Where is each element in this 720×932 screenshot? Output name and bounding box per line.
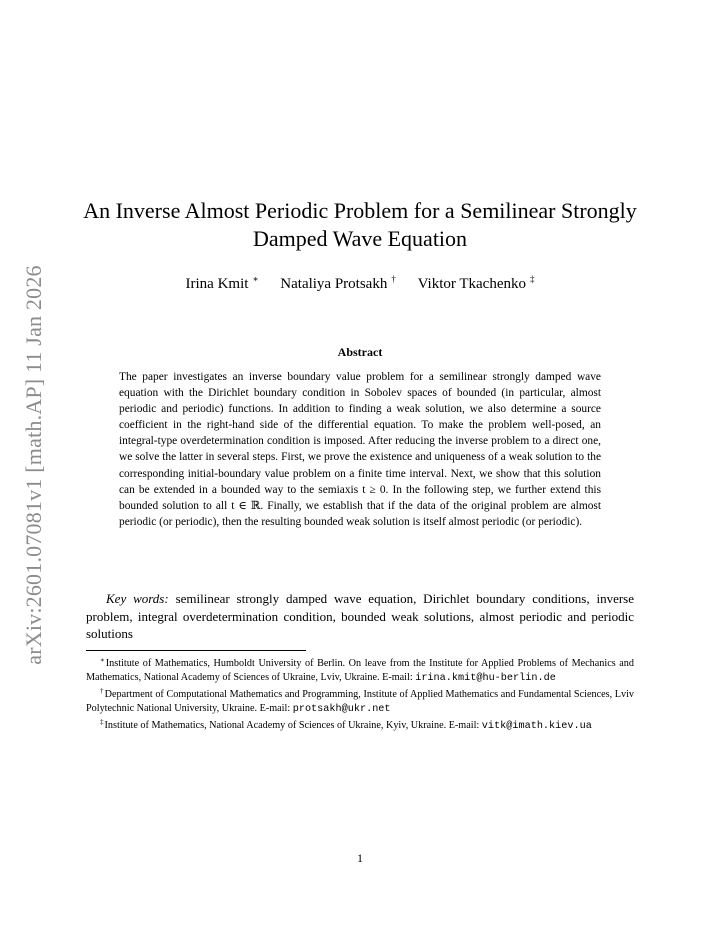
footnote-text: Institute of Mathematics, National Academy of Sciences of Ukraine, Kyiv, Ukraine. E-mail: bbox=[104, 720, 480, 732]
footnotes bbox=[86, 654, 634, 734]
author-name: Irina Kmit bbox=[185, 276, 249, 292]
footnote-mark: ‡ bbox=[100, 718, 104, 727]
footnote-3 bbox=[86, 716, 634, 734]
footnote-email[interactable]: irina.kmit@hu-berlin.de bbox=[415, 672, 556, 684]
author-name: Viktor Tkachenko bbox=[417, 276, 526, 292]
paper-title: An Inverse Almost Periodic Problem for a Semilinear Strongly Damped Wave Equation bbox=[83, 198, 637, 251]
footnote-email[interactable]: vitk@imath.kiev.ua bbox=[481, 721, 592, 733]
author-name: Nataliya Protsakh bbox=[280, 276, 388, 292]
abstract-text: The paper investigates an inverse boundary value problem for a semilinear strongly damped wave equation with the Dirichlet boundary condition in Sobolev spaces of bounded (in particular, almost periodic and periodic) functions. In addition to finding a weak solution, we also determine a source coefficient in the right-hand side of the differential equation. To make the problem well-posed, an integral-type overdetermination condition is imposed. After reducing the inverse problem to a direct one, we solve the latter in several steps. First, we prove the existence and uniqueness of a weak solution to the corresponding initial-boundary value problem on a finite time interval. Next, we show that this solution can be extended in a bounded way to the semiaxis t ≥ 0. In the following step, we further extend this bounded solution to all t ∈ ℝ. Finally, we establish that if the data of the original problem are almost periodic (or periodic), then the resulting bounded weak solution is itself almost periodic (or periodic). bbox=[119, 371, 601, 528]
footnote-email[interactable]: protsakh@ukr.net bbox=[292, 703, 391, 715]
footnote-mark: ∗ bbox=[100, 656, 105, 664]
author-2 bbox=[280, 276, 396, 292]
author-1 bbox=[186, 276, 259, 292]
keywords-paragraph bbox=[86, 590, 634, 643]
author-footnote-mark: † bbox=[391, 274, 396, 284]
footnote-2 bbox=[86, 685, 634, 716]
author-footnote-mark: ∗ bbox=[252, 274, 259, 284]
footnote-text: Institute of Mathematics, Humboldt University of Berlin. On leave from the Institute for Applied Problems of Mechanics and Mathematics, National Academy of Sciences of Ukraine, Lviv, Ukraine. E-mail: bbox=[86, 658, 634, 683]
arxiv-identifier-stamp: arXiv:2601.07081v1 [math.AP] 11 Jan 2026 bbox=[21, 265, 46, 665]
footnote-text: Department of Computational Mathematics and Programming, Institute of Applied Mathematics and Fundamental Sciences, Lviv Polytechnic National University, Ukraine. E-mail: bbox=[86, 689, 635, 714]
footnote-mark: † bbox=[100, 687, 104, 696]
footnote-1 bbox=[86, 654, 634, 685]
keywords-text: semilinear strongly damped wave equation, Dirichlet boundary conditions, inverse problem, integral overdetermination condition, bounded weak solutions, almost periodic and periodic solutions bbox=[86, 591, 634, 641]
author-3 bbox=[418, 276, 535, 292]
author-footnote-mark: ‡ bbox=[529, 274, 535, 284]
footnote-divider bbox=[86, 650, 306, 651]
author-list bbox=[80, 274, 640, 293]
abstract-heading: Abstract bbox=[337, 345, 383, 359]
keywords-label: Key words: bbox=[106, 591, 169, 606]
page-number: 1 bbox=[357, 851, 363, 865]
